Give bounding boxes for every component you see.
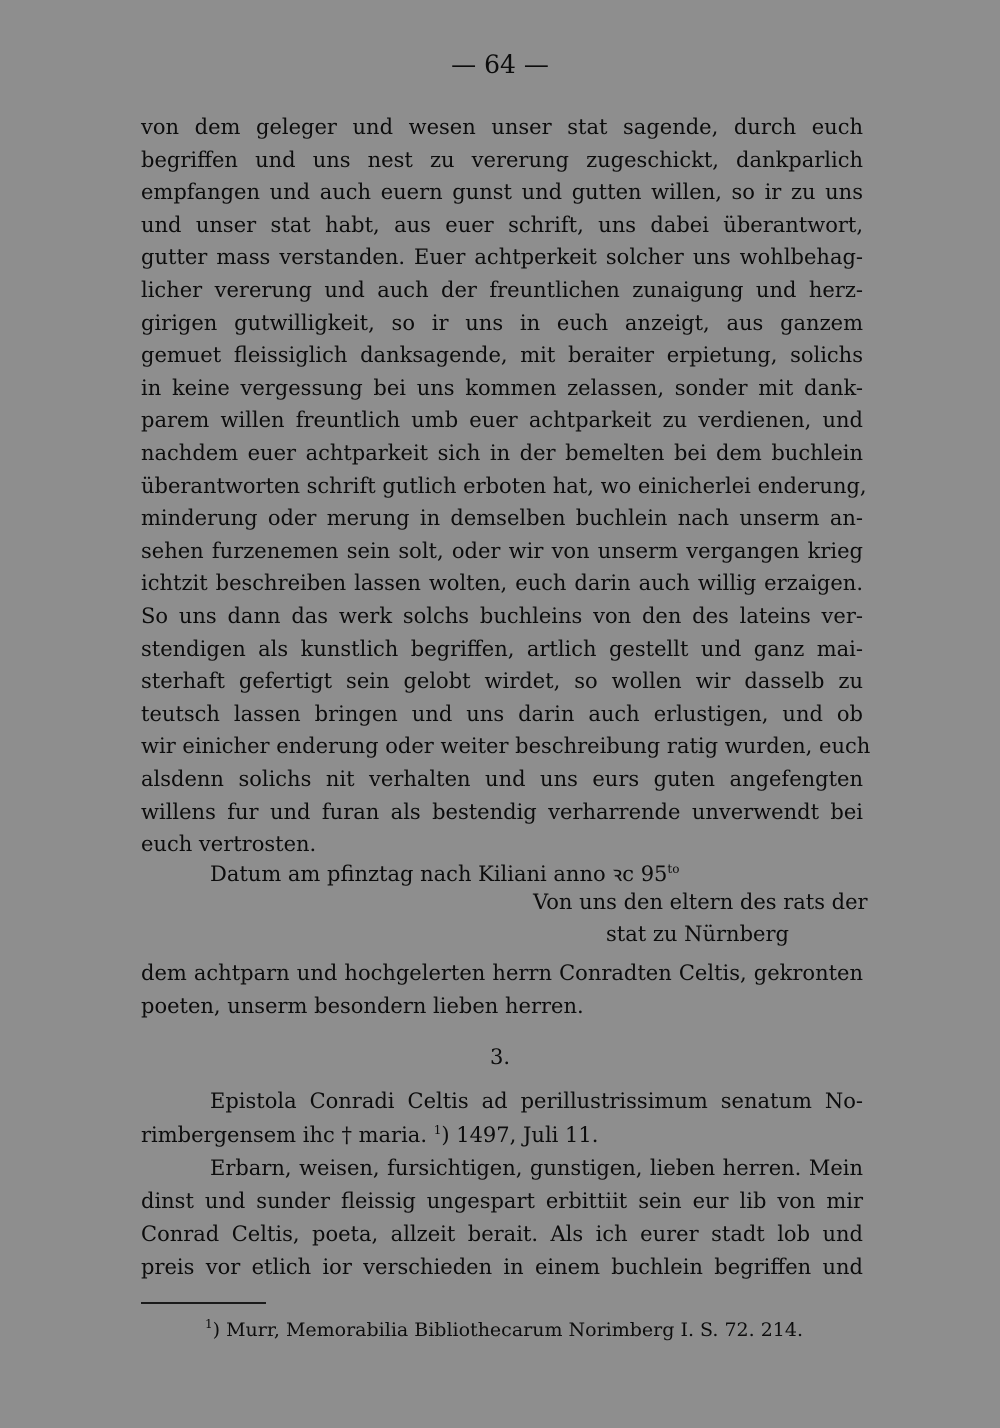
- letter-line: Erbarn, weisen, fursichtigen, gunstigen, lieben herren. Mein: [210, 1156, 863, 1180]
- text-line: nachdem euer achtparkeit sich in der bemelten bei dem buchlein: [141, 441, 863, 465]
- text-line: euch vertrosten.: [141, 832, 317, 856]
- epistola-title-line-2: [141, 1119, 863, 1151]
- text-line: willens fur und furan als bestendig verharrende unverwendt bei: [141, 800, 863, 824]
- footnote-mark: 1: [205, 1317, 213, 1331]
- letter-line: preis vor etlich ior verschieden in einem buchlein begriffen und: [141, 1255, 863, 1279]
- epistola-date: ) 1497, Juli 11.: [441, 1123, 599, 1147]
- page-number: — 64 —: [451, 50, 549, 79]
- text-line: alsdenn solichs nit verhalten und uns eurs guten angefengten: [141, 767, 863, 791]
- section-number: 3.: [489, 1045, 511, 1069]
- text-line: licher vererung und auch der freuntlichen zunaigung und herz-: [141, 278, 863, 302]
- text-line: parem willen freuntlich umb euer achtparkeit zu verdienen, und: [141, 408, 863, 432]
- address-line-2: poeten, unserm besondern lieben herren.: [141, 994, 584, 1018]
- text-line: girigen gutwilligkeit, so ir uns in euch anzeigt, aus ganzem: [141, 311, 863, 335]
- text-line: teutsch lassen bringen und uns darin auch erlustigen, und ob: [141, 702, 863, 726]
- text-line: empfangen und auch euern gunst und gutten willen, so ir zu uns: [141, 180, 863, 204]
- footnote-reference: 1: [433, 1123, 442, 1137]
- text-line: So uns dann das werk solchs buchleins von den des lateins ver-: [141, 604, 863, 628]
- text-line: wir einicher enderung oder weiter beschreibung ratig wurden, euch: [141, 734, 871, 758]
- text-line: in keine vergessung bei uns kommen zelassen, sonder mit dank-: [141, 376, 863, 400]
- footnote-text: ) Murr, Memorabilia Bibliothecarum Norimberg I. S. 72. 214.: [212, 1319, 804, 1341]
- text-line: gemuet fleissiglich danksagende, mit beraiter erpietung, solichs: [141, 343, 863, 367]
- letter-line: dinst und sunder fleissig ungespart erbittiit sein eur lib von mir: [141, 1189, 863, 1213]
- epistola-title-text: rimbergensem ihc † maria.: [141, 1123, 428, 1147]
- text-line: ichtzit beschreiben lassen wolten, euch darin auch willig erzaigen.: [141, 571, 863, 595]
- text-line: minderung oder merung in demselben buchlein nach unserm an-: [141, 506, 863, 530]
- text-line: von dem geleger und wesen unser stat sagende, durch euch: [141, 115, 863, 139]
- text-line: begriffen und uns nest zu vererung zugeschickt, dankparlich: [141, 148, 863, 172]
- datum-superscript: to: [667, 862, 680, 876]
- text-line: überantworten schrift gutlich erboten hat, wo einicherlei enderung,: [141, 474, 867, 498]
- signature-line-2: stat zu Nürnberg: [606, 922, 789, 946]
- footnote-divider: [141, 1302, 266, 1304]
- signature-line-1: Von uns den eltern des rats der: [533, 890, 868, 914]
- text-line: sehen furzenemen sein solt, oder wir von unserm vergangen krieg: [141, 539, 863, 563]
- text-line: stendigen als kunstlich begriffen, artlich gestellt und ganz mai-: [141, 637, 863, 661]
- text-line: und unser stat habt, aus euer schrift, uns dabei überantwort,: [141, 213, 863, 237]
- datum-text: Datum am pfinztag nach Kiliani anno ꝛc 95: [210, 862, 668, 886]
- footnote: [205, 1316, 803, 1344]
- letter-line: Conrad Celtis, poeta, allzeit berait. Als ich eurer stadt lob und: [141, 1222, 863, 1246]
- epistola-title-line-1: Epistola Conradi Celtis ad perillustrissimum senatum No-: [210, 1089, 863, 1113]
- text-line: sterhaft gefertigt sein gelobt wirdet, so wollen wir dasselb zu: [141, 669, 863, 693]
- text-line: gutter mass verstanden. Euer achtperkeit solcher uns wohlbehag-: [141, 245, 863, 269]
- address-line-1: dem achtparn und hochgelerten herrn Conradten Celtis, gekronten: [141, 961, 863, 985]
